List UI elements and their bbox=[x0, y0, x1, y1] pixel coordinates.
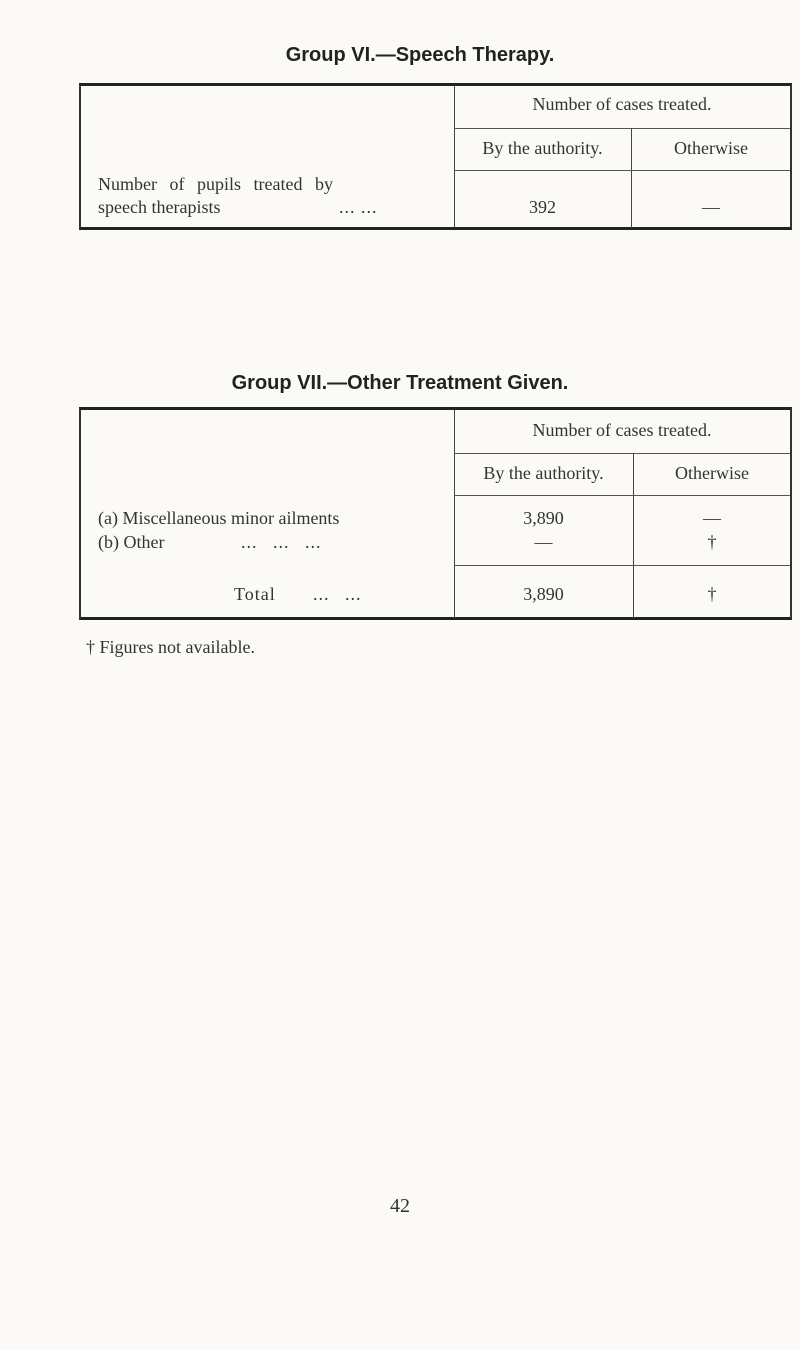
group-6-title: Group VI.—Speech Therapy. bbox=[285, 44, 555, 66]
other-treatment-table bbox=[79, 407, 792, 620]
cell-authority: 392 bbox=[529, 197, 556, 217]
table-header: Number of cases treated. bbox=[532, 420, 712, 440]
total-otherwise: † bbox=[707, 584, 717, 604]
column-header-authority: By the authority. bbox=[483, 463, 604, 483]
speech-therapy-table bbox=[79, 83, 792, 230]
cell-authority: — bbox=[534, 532, 553, 552]
row-label: (b) Other bbox=[98, 532, 165, 552]
cell-otherwise: — bbox=[702, 197, 720, 217]
total-authority: 3,890 bbox=[523, 584, 564, 604]
footnote: † Figures not available. bbox=[86, 637, 255, 657]
row-label: Number of pupils treated by bbox=[98, 174, 333, 194]
leader-dots: ... ... bbox=[339, 197, 378, 217]
table-divider bbox=[454, 565, 790, 566]
table-header: Number of cases treated. bbox=[532, 94, 712, 114]
table-divider bbox=[454, 453, 790, 454]
table-divider bbox=[454, 128, 790, 129]
cell-otherwise: † bbox=[707, 532, 717, 552]
column-header-otherwise: Otherwise bbox=[675, 463, 749, 483]
leader-dots: ... ... ... bbox=[241, 532, 322, 552]
group-7-title: Group VII.—Other Treatment Given. bbox=[231, 372, 569, 394]
row-label: speech therapists bbox=[98, 197, 221, 217]
row-label: (a) Miscellaneous minor ailments bbox=[98, 508, 340, 528]
total-label: Total bbox=[234, 584, 276, 604]
leader-dots: ... ... bbox=[313, 584, 362, 604]
page-number: 42 bbox=[390, 1195, 410, 1217]
table-divider bbox=[454, 495, 790, 496]
cell-otherwise: — bbox=[703, 508, 721, 528]
column-header-authority: By the authority. bbox=[482, 138, 603, 158]
table-divider bbox=[454, 170, 790, 171]
column-header-otherwise: Otherwise bbox=[674, 138, 748, 158]
cell-authority: 3,890 bbox=[523, 508, 564, 528]
